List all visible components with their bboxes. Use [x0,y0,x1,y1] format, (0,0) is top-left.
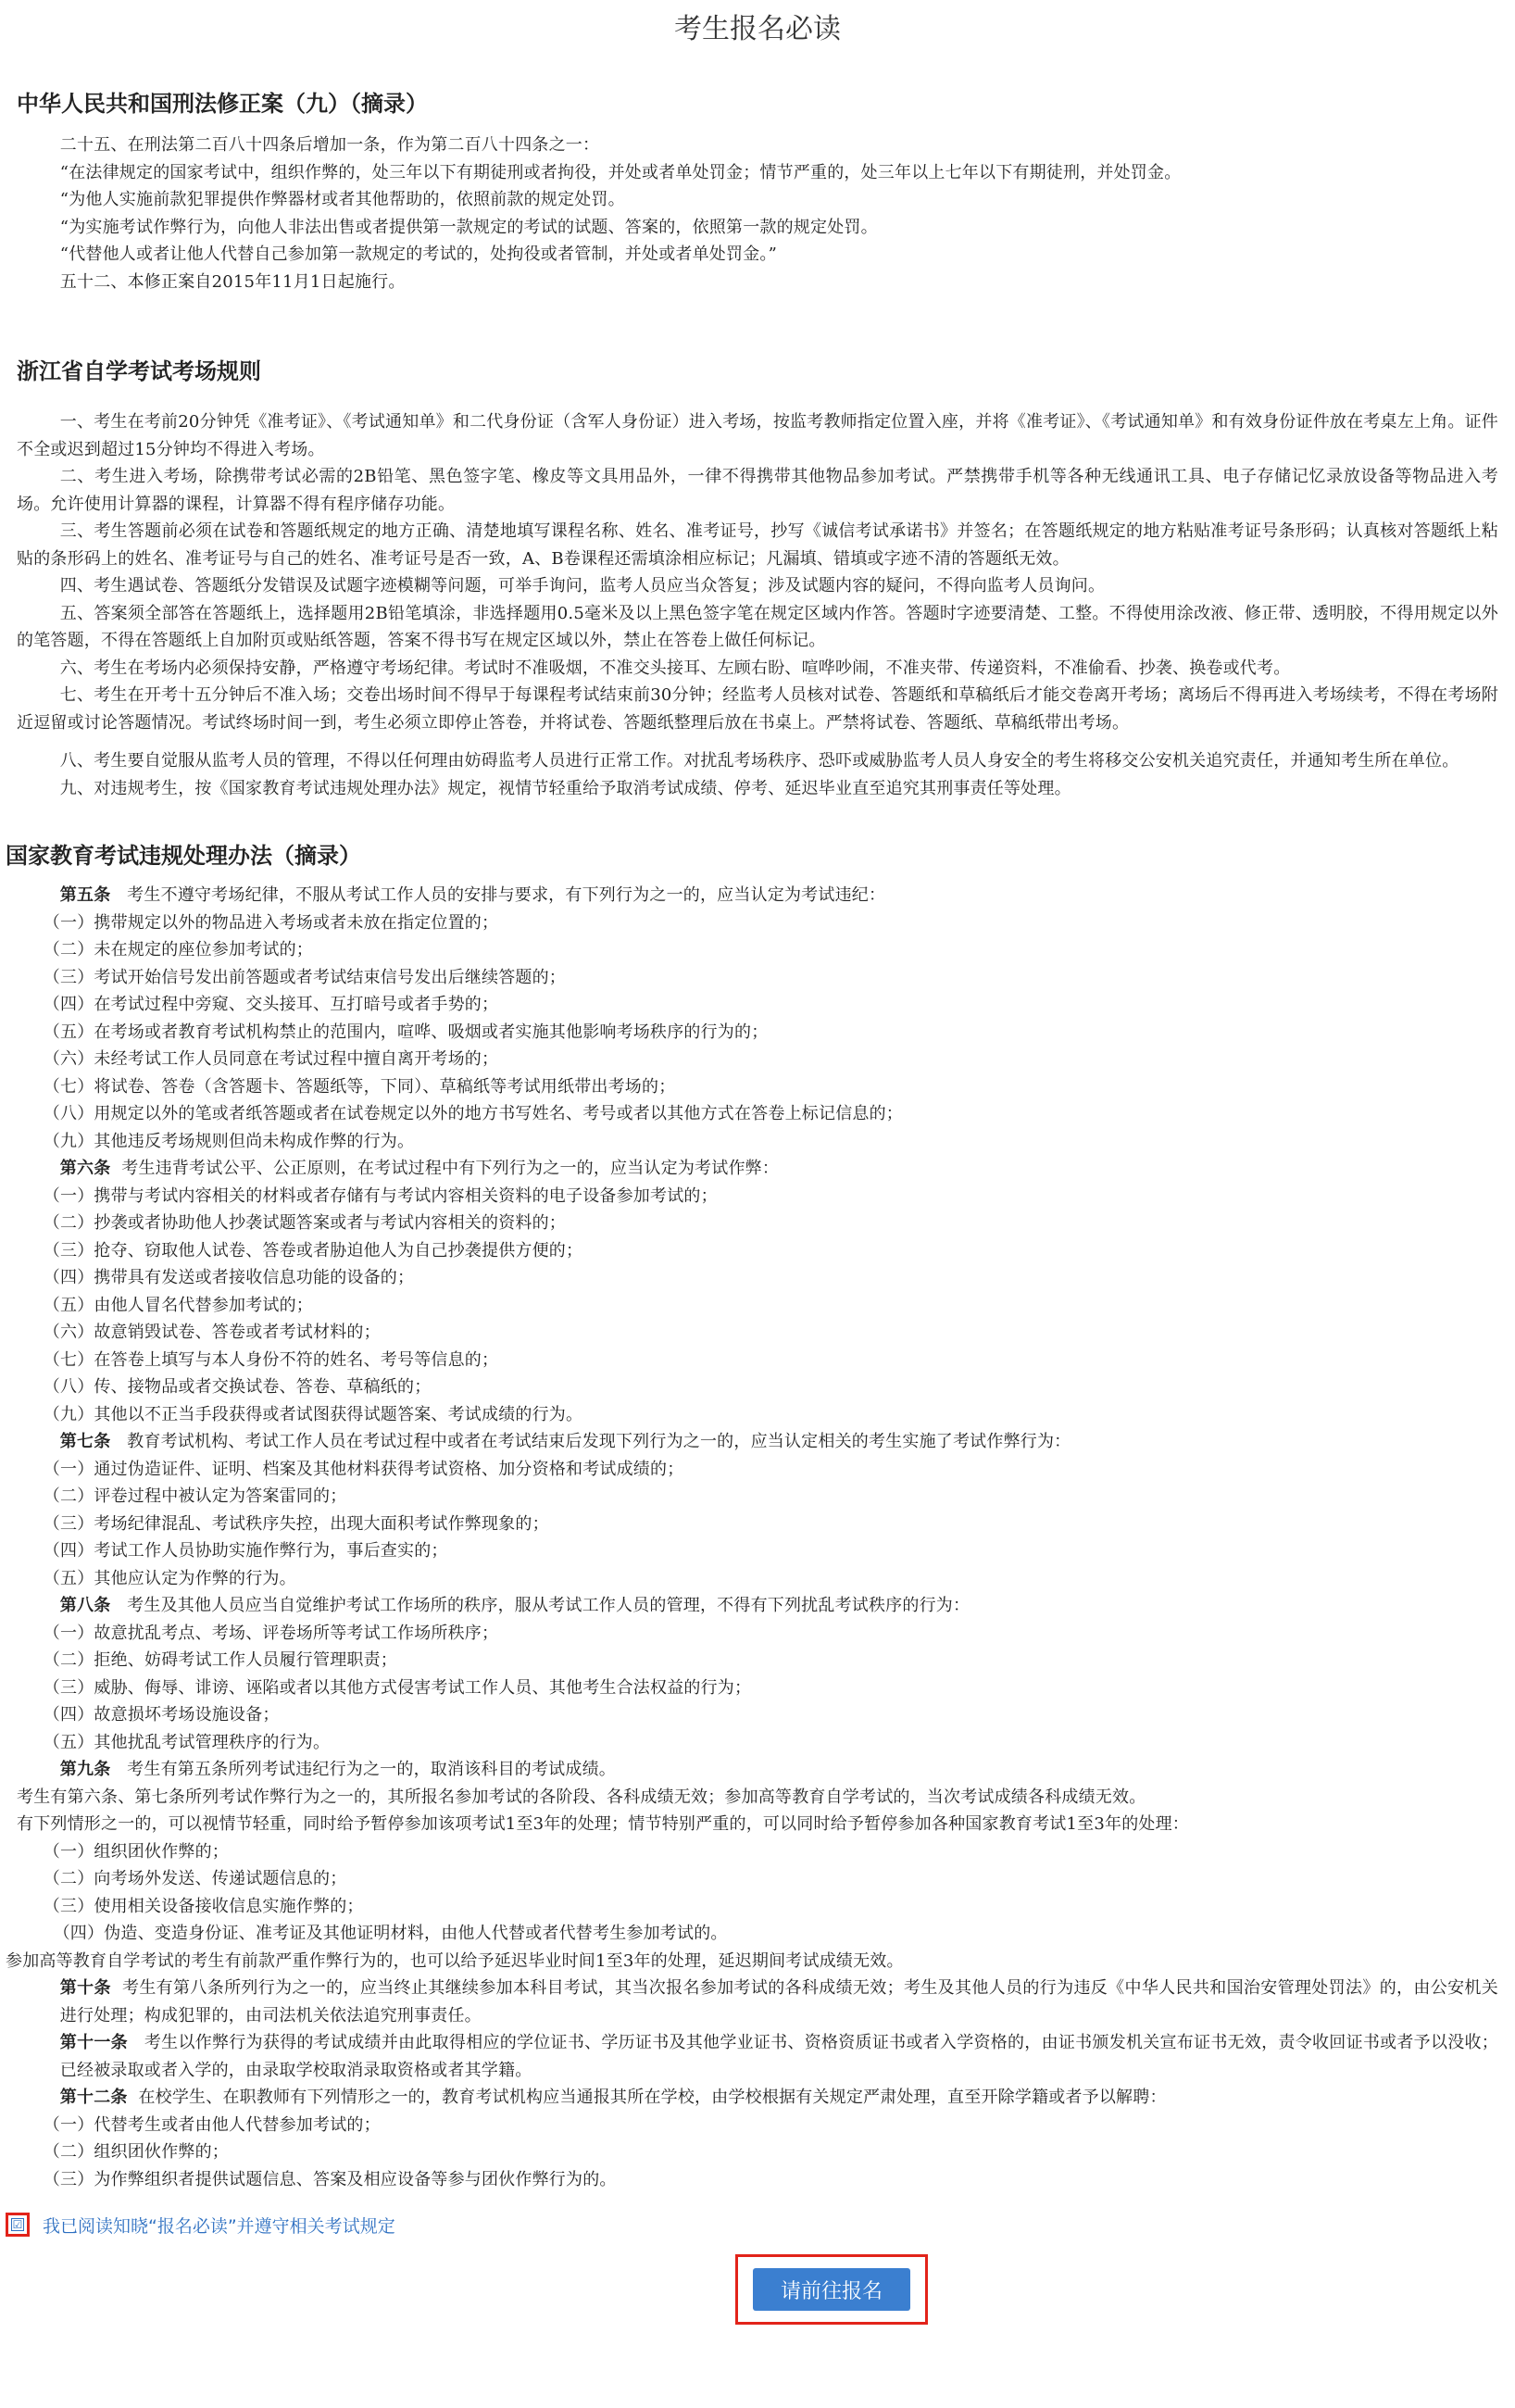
article-item: （四）考试工作人员协助实施作弊行为，事后查实的； [43,1541,448,1561]
article-lead: 第九条 [59,1760,111,1779]
article-item: （二）组织团伙作弊的； [43,2142,229,2162]
criminal-law-paragraph: “为实施考试作弊行为，向他人非法出售或者提供第一款规定的考试的试题、答案的，依照第一款的规定处罚。 [59,217,878,237]
submit-highlight-frame [735,2254,928,2325]
article-item: （八）用规定以外的笔或者纸答题或者在试卷规定以外的地方书写姓名、考号或者以其他方式在答卷上标记信息的； [43,1104,903,1123]
article-item: （五）其他扰乱考试管理秩序的行为。 [43,1732,331,1752]
article-item: （五）在考场或者教育考试机构禁止的范围内，喧哗、吸烟或者实施其他影响考场秩序的行为的； [43,1022,769,1042]
article-lead: 第十一条 [59,2033,128,2052]
article-item: （四）在考试过程中旁窥、交头接耳、互打暗号或者手势的； [43,995,499,1014]
article-text: 在校学生、在职教师有下列情形之一的，教育考试机构应当通报其所在学校，由学校根据有关规定严肃处理，直至开除学籍或者予以解聘： [138,2088,1167,2107]
article-9-line: 有下列情形之一的，可以视情节轻重，同时给予暂停参加该项考试1至3年的处理；情节特别严重的，可以同时给予暂停参加各种国家教育考试1至3年的处理： [17,1814,1190,1834]
article-text: 考生有第八条所列行为之一的，应当终止其继续参加本科目考试，其当次报名参加考试的各科成绩无效；考生及其他人员的行为违反《中华人民共和国治安管理处罚法》的，由公安机关进行处理；构成犯罪的，由司法机关依法追究刑事责任。 [59,1978,1498,2025]
article-item: （二）向考场外发送、传递试题信息的； [43,1869,347,1888]
exam-rule-paragraph: 九、对违规考生，按《国家教育考试违规处理办法》规定，视情节轻重给予取消考试成绩、停考、延迟毕业直至追究其刑事责任等处理。 [59,778,1071,798]
article-item: （二）评卷过程中被认定为答案雷同的； [43,1486,347,1506]
article-text: 教育考试机构、考试工作人员在考试过程中或者在考试结束后发现下列行为之一的，应当认定相关的考生实施了考试作弊行为： [127,1432,1071,1451]
go-register-button[interactable]: 请前往报名 [753,2268,910,2311]
article-8 [17,1592,1498,1620]
exam-rule-paragraph: 二、考生进入考场，除携带考试必需的2B铅笔、黑色签字笔、橡皮等文具用品外，一律不得携带其他物品参加考试。严禁携带手机等各种无线通讯工具、电子存储记忆录放设备等物品进入考场。允许使用计算器的课程，计算器不得有程序储存功能。 [17,467,1498,514]
agreement-row [12,2206,1498,2243]
article-item: （五）由他人冒名代替参加考试的； [43,1295,313,1315]
article-item: （四）故意损坏考场设施设备； [43,1705,280,1724]
article-item: （六）故意销毁试卷、答卷或者考试材料的； [43,1323,381,1342]
exam-rule-paragraph: 七、考生在开考十五分钟后不准入场；交卷出场时间不得早于每课程考试结束前30分钟；经监考人员核对试卷、答题纸和草稿纸后才能交卷离开考场；离场后不得再进入考场续考，不得在考场附近逗留或讨论答题情况。考试终场时间一到，考生必须立即停止答卷，并将试卷、答题纸整理后放在书桌上。严禁将试卷、答题纸、草稿纸带出考场。 [17,685,1498,733]
article-12 [17,2084,1498,2112]
agreement-label[interactable]: 我已阅读知晓“报名必读”并遵守相关考试规定 [43,2215,395,2237]
agreement-checkbox[interactable] [6,2213,30,2237]
exam-rule-paragraph: 四、考生遇试卷、答题纸分发错误及试题字迹模糊等问题，可举手询问，监考人员应当众答复；涉及试题内容的疑问，不得向监考人员询问。 [59,576,1106,596]
article-text: 考生以作弊行为获得的考试成绩并由此取得相应的学位证书、学历证书及其他学业证书、资格资质证书或者入学资格的，由证书颁发机关宣布证书无效，责令收回证书或者予以没收；已经被录取或者入学的，由录取学校取消录取资格或者其学籍。 [59,2033,1498,2080]
article-item: （二）未在规定的座位参加考试的； [43,940,313,959]
article-7 [17,1428,1498,1456]
criminal-law-paragraph: “为他人实施前款犯罪提供作弊器材或者其他帮助的，依照前款的规定处罚。 [59,190,625,209]
article-6 [17,1155,1498,1183]
article-item: （一）通过伪造证件、证明、档案及其他材料获得考试资格、加分资格和考试成绩的； [43,1459,684,1479]
article-item: （六）未经考试工作人员同意在考试过程中擅自离开考场的； [43,1049,499,1069]
article-item: （三）考试开始信号发出前答题或者考试结束信号发出后继续答题的； [43,967,566,987]
article-text: 考生有第五条所列考试违纪行为之一的，取消该科目的考试成绩。 [127,1760,616,1779]
article-item: （一）组织团伙作弊的； [43,1841,229,1862]
article-item: （四）伪造、变造身份证、准考证及其他证明材料，由他人代替或者代替考生参加考试的。 [53,1924,728,1943]
article-item: （八）传、接物品或者交换试卷、答卷、草稿纸的； [43,1377,432,1397]
article-item: （二）拒绝、妨碍考试工作人员履行管理职责； [43,1650,397,1670]
criminal-law-paragraph: “代替他人或者让他人代替自己参加第一款规定的考试的，处拘役或者管制，并处或者单处罚金。” [59,245,777,264]
article-9-line: 参加高等教育自学考试的考生有前款严重作弊行为的，也可以给予延迟毕业时间1至3年的处理，延迟期间考试成绩无效。 [6,1950,904,1971]
article-item: （七）在答卷上填写与本人身份不符的姓名、考号等信息的； [43,1349,499,1370]
article-item: （一）故意扰乱考点、考场、评卷场所等考试工作场所秩序； [43,1623,499,1643]
section-title-exam-rules: 浙江省自学考试考场规则 [17,358,261,384]
article-item: （一）代替考生或者由他人代替参加考试的； [43,2114,381,2135]
article-item: （一）携带规定以外的物品进入考场或者未放在指定位置的； [43,912,499,933]
article-item: （三）为作弊组织者提供试题信息、答案及相应设备等参与团伙作弊行为的。 [43,2169,617,2189]
article-item: （二）抄袭或者协助他人抄袭试题答案或者与考试内容相关的资料的； [43,1213,566,1233]
criminal-law-paragraph: 五十二、本修正案自2015年11月1日起施行。 [59,271,406,292]
article-item: （九）其他以不正当手段获得或者试图获得试题答案、考试成绩的行为。 [43,1404,583,1424]
article-item: （九）其他违反考场规则但尚未构成作弊的行为。 [43,1131,415,1151]
article-item: （四）携带具有发送或者接收信息功能的设备的； [43,1268,415,1287]
article-lead: 第十条 [59,1978,111,1998]
exam-rules-body [17,408,1498,802]
article-item: （三）使用相关设备接收信息实施作弊的； [43,1896,364,1916]
article-lead: 第六条 [59,1159,111,1178]
article-11 [17,2029,1498,2084]
article-item: （三）抢夺、窃取他人试卷、答卷或者胁迫他人为自己抄袭提供方便的； [43,1240,583,1260]
article-text: 考生及其他人员应当自觉维护考试工作场所的秩序，服从考试工作人员的管理，不得有下列扰乱考试秩序的行为： [127,1596,970,1615]
article-lead: 第十二条 [59,2088,128,2107]
article-9-line: 考生有第六条、第七条所列考试作弊行为之一的，其所报名参加考试的各阶段、各科成绩无效；参加高等教育自学考试的，当次考试成绩各科成绩无效。 [17,1787,1146,1807]
article-5 [17,882,1498,909]
article-text: 考生不遵守考场纪律，不服从考试工作人员的安排与要求，有下列行为之一的，应当认定为考试违纪： [127,885,886,905]
criminal-law-paragraph: “在法律规定的国家考试中，组织作弊的，处三年以下有期徒刑或者拘役，并处或者单处罚金；情节严重的，处三年以上七年以下有期徒刑，并处罚金。 [59,162,1182,182]
article-9 [17,1756,1498,1784]
exam-rule-paragraph: 一、考生在考前20分钟凭《准考证》、《考试通知单》和二代身份证（含军人身份证）进入考场，按监考教师指定位置入座，并将《准考证》、《考试通知单》和有效身份证件放在考桌左上角。证件不全或迟到超过15分钟均不得进入考场。 [17,412,1498,459]
article-10 [17,1975,1498,2029]
criminal-law-body [17,132,1498,295]
checkbox-checked-icon: ☑ [12,2218,23,2231]
exam-rule-paragraph: 五、答案须全部答在答题纸上，选择题用2B铅笔填涂，非选择题用0.5毫米及以上黑色签字笔在规定区域内作答。答题时字迹要清楚、工整。不得使用涂改液、修正带、透明胶，不得用规定以外的笔答题，不得在答题纸上自加附页或贴纸答题，答案不得书写在规定区域以外，禁止在答卷上做任何标记。 [17,603,1498,650]
exam-rule-paragraph: 三、考生答题前必须在试卷和答题纸规定的地方正确、清楚地填写课程名称、姓名、准考证号，抄写《诚信考试承诺书》并签名；在答题纸规定的地方粘贴准考证号条形码；认真核对答题纸上粘贴的条形码上的姓名、准考证号与自己的姓名、准考证号是否一致，A、B卷课程还需填涂相应标记；凡漏填、错填或字迹不清的答题纸无效。 [17,521,1498,569]
submit-wrap [17,2254,1498,2325]
article-item: （一）携带与考试内容相关的材料或者存储有与考试内容相关资料的电子设备参加考试的； [43,1185,718,1206]
section-title-criminal-law: 中华人民共和国刑法修正案（九）（摘录） [17,91,428,117]
article-item: （三）考场纪律混乱、考试秩序失控，出现大面积考试作弊现象的； [43,1513,549,1534]
violation-rules-body [6,882,1498,2193]
article-item: （五）其他应认定为作弊的行为。 [43,1568,296,1588]
article-lead: 第五条 [59,885,111,905]
exam-rule-paragraph: 八、考生要自觉服从监考人员的管理，不得以任何理由妨碍监考人员进行正常工作。对扰乱考场秩序、恐吓或威胁监考人员人身安全的考生将移交公安机关追究责任，并通知考生所在单位。 [59,751,1459,771]
article-lead: 第八条 [59,1596,111,1615]
article-item: （七）将试卷、答卷（含答题卡、答题纸等，下同）、草稿纸等考试用纸带出考场的； [43,1076,676,1097]
exam-rule-paragraph: 六、考生在考场内必须保持安静，严格遵守考场纪律。考试时不准吸烟，不准交头接耳、左顾右盼、喧哗吵闹，不准夹带、传递资料，不准偷看、抄袭、换卷或代考。 [59,658,1291,678]
section-title-violation-rules: 国家教育考试违规处理办法（摘录） [6,843,361,869]
criminal-law-paragraph: 二十五、在刑法第二百八十四条后增加一条，作为第二百八十四条之一： [59,135,600,155]
page-title: 考生报名必读 [674,13,841,45]
article-lead: 第七条 [59,1432,111,1451]
article-item: （三）威胁、侮辱、诽谤、诬陷或者以其他方式侵害考试工作人员、其他考生合法权益的行为； [43,1677,752,1698]
article-text: 考生违背考试公平、公正原则，在考试过程中有下列行为之一的，应当认定为考试作弊： [121,1159,780,1178]
